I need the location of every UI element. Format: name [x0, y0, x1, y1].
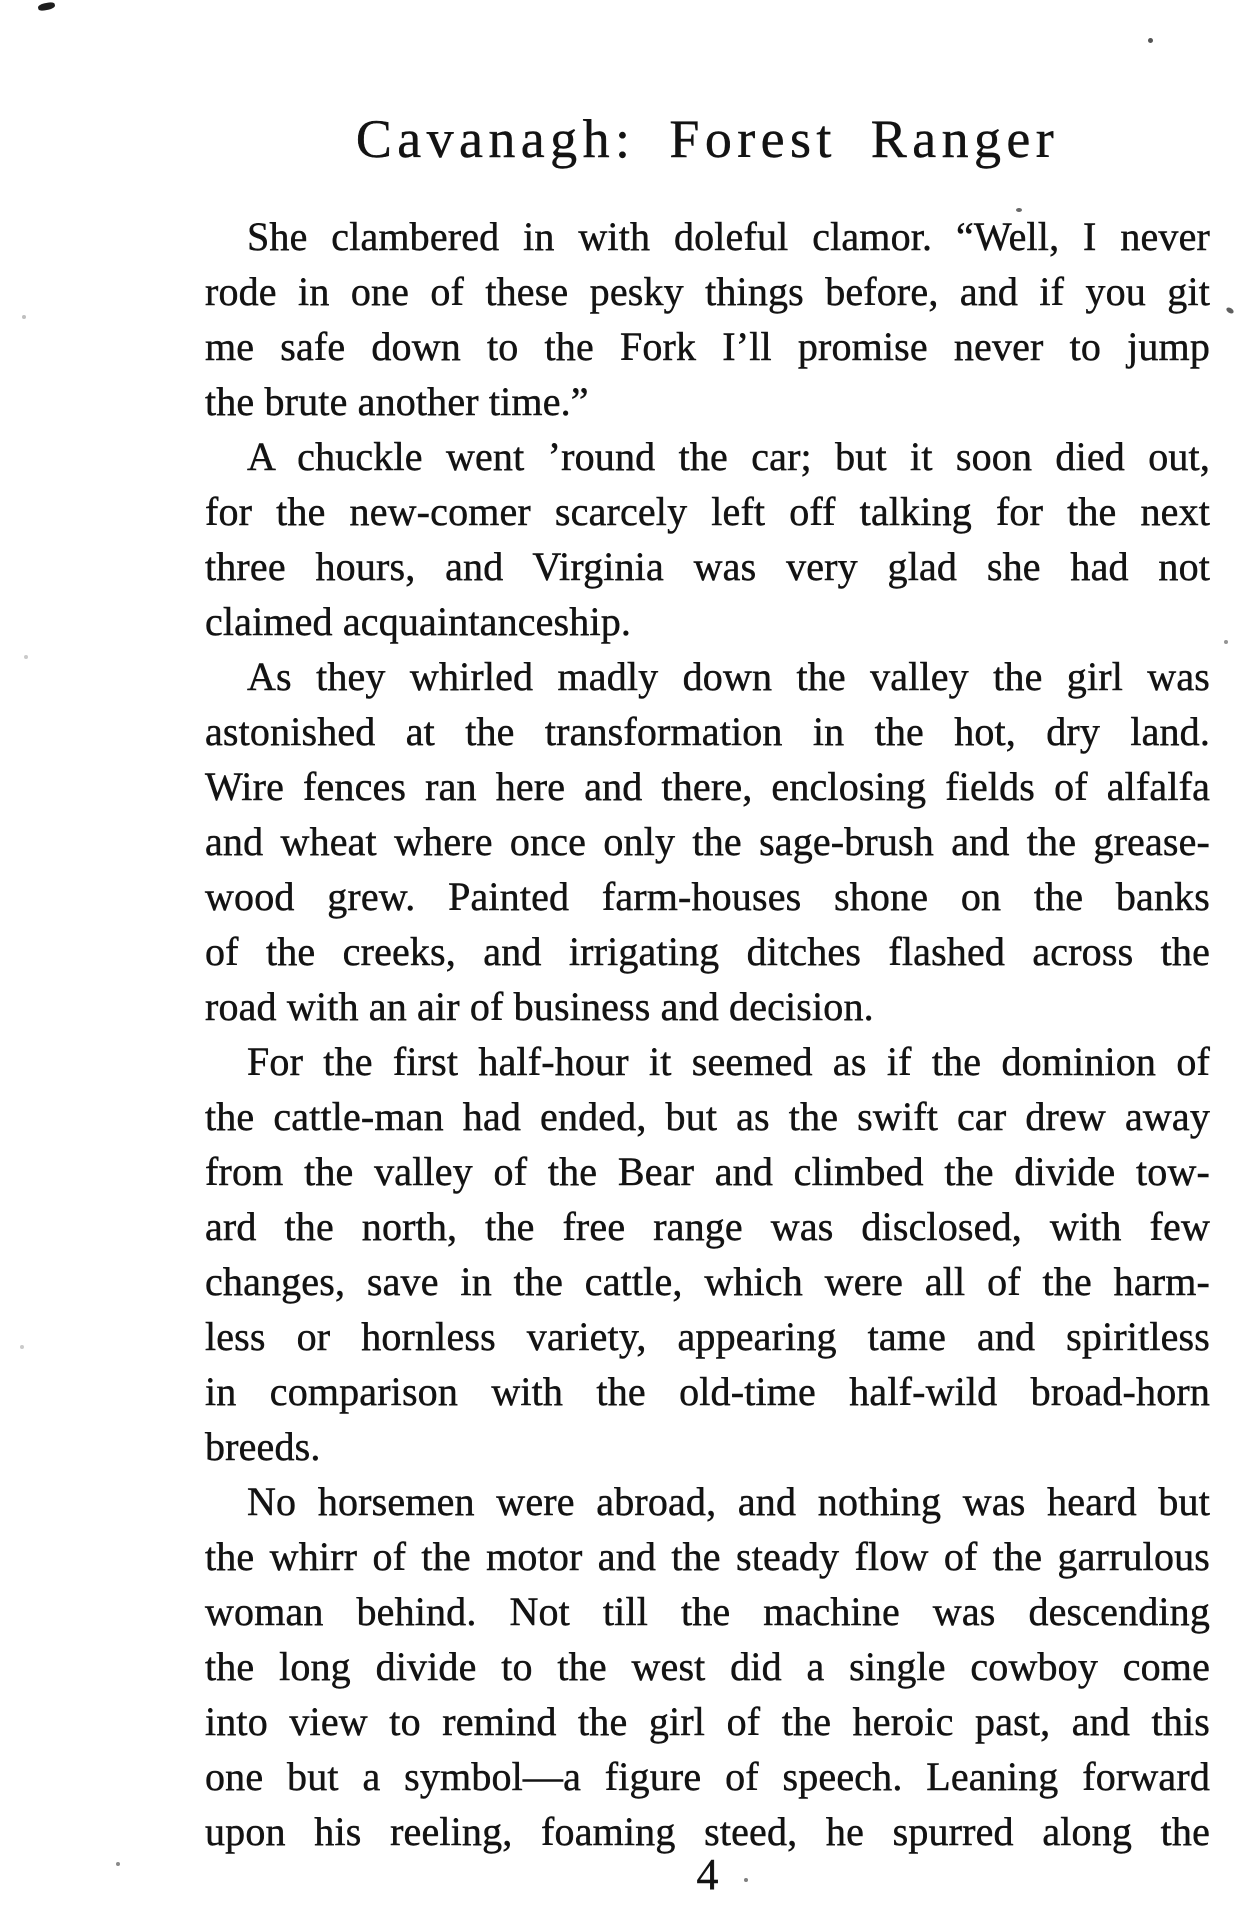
scan-speck	[20, 1345, 24, 1349]
scan-speck	[1016, 208, 1022, 212]
scan-speck	[1225, 306, 1234, 314]
scan-speck	[37, 1, 55, 11]
text-line: and wheat where once only the sage-brush and the grease-	[205, 819, 1210, 864]
text-line: less or hornless variety, appearing tame and spiritless	[205, 1314, 1210, 1359]
text-line: astonished at the transformation in the hot, dry land.	[205, 709, 1210, 754]
text-line: No horsemen were abroad, and nothing was heard but	[247, 1479, 1210, 1524]
scan-speck	[24, 655, 28, 659]
scan-speck	[22, 315, 26, 319]
text-line: claimed acquaintanceship.	[205, 599, 632, 644]
text-line: breeds.	[205, 1424, 321, 1469]
page-number: 4	[696, 1850, 719, 1899]
page-body	[205, 209, 1210, 1859]
text-line: road with an air of business and decision.	[205, 984, 874, 1029]
text-line: For the first half-hour it seemed as if the dominion of	[247, 1039, 1210, 1084]
text-line: for the new-comer scarcely left off talking for the next	[205, 489, 1210, 534]
text-line: of the creeks, and irrigating ditches flashed across the	[205, 929, 1210, 974]
text-line: changes, save in the cattle, which were all of the harm-	[205, 1259, 1210, 1304]
text-line: wood grew. Painted farm-houses shone on the banks	[205, 874, 1210, 919]
scan-speck	[1224, 640, 1228, 644]
text-line: As they whirled madly down the valley the girl was	[247, 654, 1210, 699]
text-line: one but a symbol—a figure of speech. Leaning forward	[205, 1754, 1210, 1799]
text-line: the long divide to the west did a single cowboy come	[205, 1644, 1210, 1689]
running-header-title: Cavanagh: Forest Ranger	[355, 109, 1060, 169]
text-line: the whirr of the motor and the steady flow of the garrulous	[205, 1534, 1210, 1579]
text-line: upon his reeling, foaming steed, he spurred along the	[205, 1809, 1210, 1854]
text-line: three hours, and Virginia was very glad she had not	[205, 544, 1210, 589]
scan-speck	[1148, 38, 1153, 43]
text-line: woman behind. Not till the machine was descending	[205, 1589, 1210, 1634]
text-line: me safe down to the Fork I’ll promise never to jump	[205, 324, 1210, 369]
text-line: rode in one of these pesky things before, and if you git	[205, 269, 1210, 314]
text-line: the cattle-man had ended, but as the swift car drew away	[205, 1094, 1210, 1139]
text-line: A chuckle went ’round the car; but it soon died out,	[247, 434, 1210, 479]
text-line: ard the north, the free range was disclosed, with few	[205, 1204, 1210, 1249]
text-line: the brute another time.”	[205, 379, 589, 424]
text-line: from the valley of the Bear and climbed the divide tow-	[205, 1149, 1210, 1194]
scan-speck	[116, 1862, 120, 1866]
text-line: Wire fences ran here and there, enclosing fields of alfalfa	[205, 764, 1210, 809]
text-line: in comparison with the old-time half-wild broad-horn	[205, 1369, 1210, 1414]
text-column	[205, 0, 1210, 1899]
scan-speck	[744, 1878, 748, 1882]
text-line: into view to remind the girl of the heroic past, and this	[205, 1699, 1210, 1744]
text-line: She clambered in with doleful clamor. “Well, I never	[247, 214, 1210, 259]
